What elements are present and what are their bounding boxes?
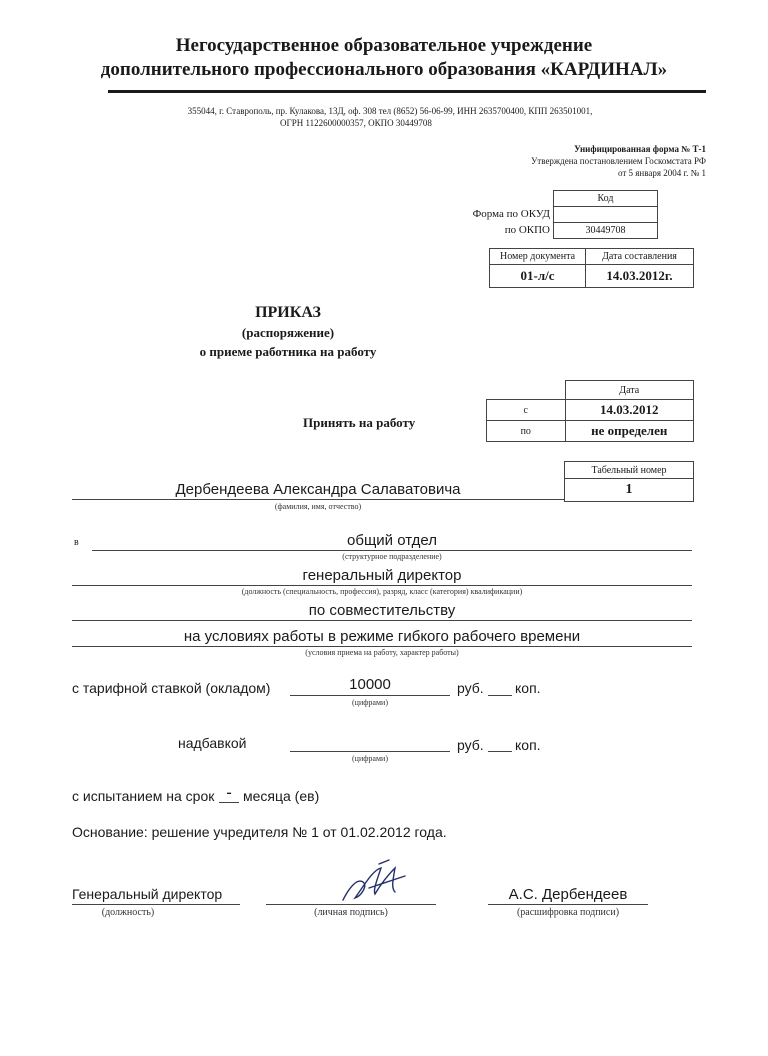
rate-kop-label: коп. [515, 680, 541, 696]
probation-label: с испытанием на срок [72, 788, 215, 804]
decoded-caption: (расшифровка подписи) [516, 907, 620, 918]
hire-label: Принять на работу [303, 415, 416, 430]
org-name-line2: дополнительного профессионального образования «КАРДИНАЛ» [100, 59, 668, 80]
doc-number-value: 01-л/с [490, 265, 586, 288]
rate-label: с тарифной ставкой (окладом) [72, 680, 271, 696]
from-date: 14.03.2012 [565, 400, 694, 421]
doc-date-value: 14.03.2012г. [586, 265, 694, 288]
org-address-line2: ОГРН 1122600000357, ОКПО 30449708 [280, 118, 432, 128]
doc-number-label: Номер документа [490, 249, 586, 265]
to-label: по [487, 421, 566, 442]
in-label: в [74, 537, 79, 548]
employee-name: Дербендеева Александра Салаватовича [175, 481, 461, 498]
bonus-rub-label: руб. [457, 737, 484, 753]
tab-number-table [564, 461, 694, 502]
handwritten-signature [335, 858, 415, 908]
signer-decoded: А.С. Дербендеев [508, 886, 628, 903]
order-title: ПРИКАЗ [255, 304, 321, 321]
position-caption: (должность (специальность, профессия), разряд, класс (категория) квалификации) [241, 587, 523, 596]
doc-date-label: Дата составления [586, 249, 694, 265]
document-table [489, 248, 694, 288]
okud-value [554, 207, 658, 223]
date-header: Дата [565, 381, 694, 400]
kod-header: Код [554, 191, 658, 207]
order-about: о приеме работника на работу [199, 344, 377, 359]
rate-value: 10000 [349, 676, 391, 693]
work-conditions: на условиях работы в режиме гибкого рабочего времени [183, 628, 581, 645]
form-type: Унифицированная форма № Т-1 [574, 144, 706, 154]
employment-type: по совместительству [308, 602, 456, 619]
from-label: с [487, 400, 566, 421]
conditions-caption: (условия приема на работу, характер работы) [305, 648, 459, 657]
form-approval-date: от 5 января 2004 г. № 1 [617, 168, 706, 178]
okud-label: Форма по ОКУД [472, 208, 550, 220]
sign-caption: (личная подпись) [314, 907, 388, 918]
okpo-label: по ОКПО [504, 224, 550, 236]
order-subtitle: (распоряжение) [241, 325, 335, 340]
rate-rub-label: руб. [457, 680, 484, 696]
codes-table [553, 190, 658, 239]
hire-dates-table [486, 380, 694, 442]
department-caption: (структурное подразделение) [342, 552, 442, 561]
basis-text: Основание: решение учредителя № 1 от 01.02.2012 года. [72, 824, 447, 840]
org-name-line1: Негосударственное образовательное учреждение [175, 35, 593, 56]
header-rule [108, 90, 706, 93]
tab-number-label: Табельный номер [565, 462, 694, 479]
rate-digits-caption: (цифрами) [352, 698, 388, 707]
org-address-line1: 355044, г. Ставрополь, пр. Кулакова, 13Д, оф. 308 тел (8652) 56-06-99, ИНН 2635700400, КПП 263501001, [187, 106, 593, 116]
to-date: не определен [565, 421, 694, 442]
department: общий отдел [347, 532, 437, 549]
bonus-digits-caption: (цифрами) [352, 754, 388, 763]
form-approval: Утверждена постановлением Госкомстата РФ [530, 156, 706, 166]
employee-name-caption: (фамилия, имя, отчество) [274, 502, 362, 511]
bonus-kop-label: коп. [515, 737, 541, 753]
probation-unit: месяца (ев) [243, 788, 320, 804]
bonus-label: надбавкой [178, 735, 247, 751]
position-sign-caption: (должность) [101, 907, 155, 918]
position: генеральный директор [302, 567, 462, 584]
tab-number-value: 1 [565, 479, 694, 502]
okpo-value: 30449708 [554, 223, 658, 239]
signer-position: Генеральный директор [72, 886, 223, 902]
probation-value: - [226, 784, 232, 801]
